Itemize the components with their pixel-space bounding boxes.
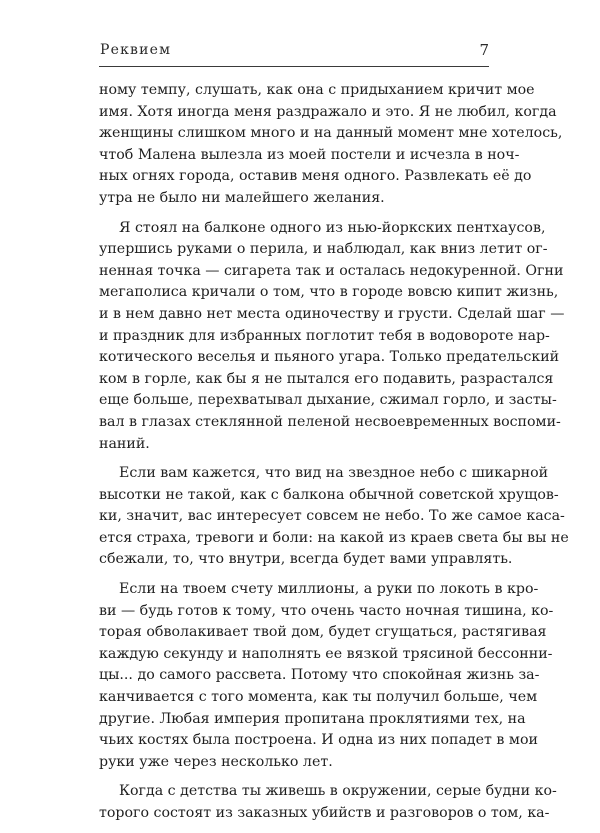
text-line: ному темпу, слушать, как она с придыханием кричит мое: [99, 82, 535, 98]
paragraph-1: [99, 80, 563, 210]
text-line: Я стоял на балконе одного из нью-йоркских пентхаусов,: [119, 219, 546, 236]
paragraph-2: [99, 218, 565, 456]
text-line: Если вам кажется, что вид на звездное небо с шикарной: [119, 465, 549, 482]
text-line: мегаполиса кричали о том, что в городе вовсю кипит жизнь,: [99, 284, 559, 301]
running-title: Реквием: [100, 42, 172, 58]
text-line: утра не было ни малейшего желания.: [99, 189, 385, 206]
text-line: ных огнях города, оставив меня одного. Развлекать её до: [99, 168, 532, 185]
text-line: и в нем давно нет места одиночеству и грусти. Сделай шаг —: [99, 305, 565, 322]
text-line: торого состоят из заказных убийств и разговоров о том, ка-: [99, 805, 550, 821]
text-line: торая обволакивает твой дом, будет сгущаться, растягивая: [99, 624, 547, 641]
text-line: ненная точка — сигарета так и осталась недокуренной. Огни: [99, 262, 564, 279]
text-line: цы... до самого рассвета. Потому что спокойная жизнь за-: [99, 667, 540, 684]
text-line: ется страха, тревоги и боли: на какой из краев света бы вы не: [99, 529, 569, 546]
text-line: наний.: [99, 435, 150, 452]
text-line: руки уже через несколько лет.: [99, 753, 333, 770]
text-line: женщины слишком много и на данный момент мне хотелось,: [99, 125, 563, 142]
paragraph-3: [99, 463, 569, 571]
text-line: канчивается с того момента, как ты получил больше, чем: [99, 689, 538, 706]
text-line: Когда с детства ты живешь в окружении, серые будни ко-: [119, 783, 557, 800]
text-line: каждую секунду и наполнять ее вязкой трясиной бессонни-: [99, 645, 553, 662]
page-number: 7: [479, 41, 489, 59]
text-line: другие. Любая империя пропитана проклятиями тех, на: [99, 710, 526, 727]
paragraph-4: [99, 579, 554, 773]
text-line: высотки не такой, как с балкона обычной советской хрущов-: [99, 486, 559, 503]
text-line: котического веселья и пьяного угара. Только предательский: [99, 349, 560, 366]
text-line: вал в глазах стеклянной пеленой несвоевременных воспоми-: [99, 413, 561, 430]
text-line: имя. Хотя иногда меня раздражало и это. Я не любил, когда: [99, 103, 557, 120]
text-line: упершись руками о перила, и наблюдал, как вниз летит ог-: [99, 241, 548, 258]
body-text: [99, 80, 569, 833]
paragraph-5: [99, 781, 557, 824]
text-line: чтоб Малена вылезла из моей постели и исчезла в ноч-: [99, 146, 520, 163]
text-line: Если на твоем счету миллионы, а руки по локоть в кро-: [119, 581, 539, 598]
text-line: ки, значит, вас интересует совсем не небо. То же самое каса-: [99, 508, 565, 525]
text-line: сбежали, то, что внутри, всегда будет вами управлять.: [99, 551, 513, 568]
text-line: и праздник для избранных поглотит тебя в водовороте нар-: [99, 327, 550, 344]
running-header: [99, 40, 489, 67]
text-line: ком в горле, как бы я не пытался его подавить, разрастался: [99, 370, 554, 387]
text-line: чьих костях была построена. И одна из них попадет в мои: [99, 732, 538, 749]
text-line: ви — будь готов к тому, что очень часто ночная тишина, ко-: [99, 602, 554, 619]
text-line: еще больше, перехватывал дыхание, сжимал горло, и засты-: [99, 392, 557, 409]
